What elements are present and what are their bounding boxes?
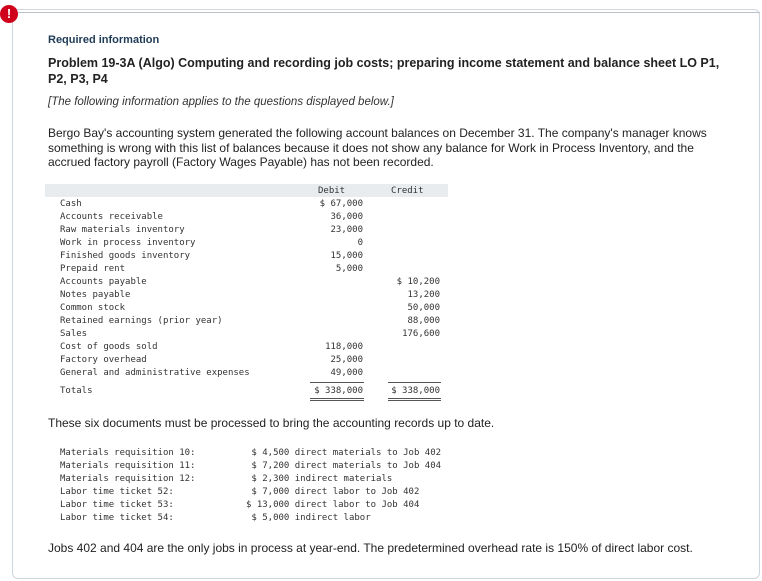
table-row bbox=[60, 329, 450, 342]
document-description: $ 5,000 indirect labor bbox=[246, 513, 371, 523]
totals-debit: $ 338,000 bbox=[314, 386, 363, 396]
debit-value: 15,000 bbox=[330, 251, 363, 261]
debit-value: $ 67,000 bbox=[319, 199, 363, 209]
intro-paragraph: Bergo Bay's accounting system generated the following account balances on December 31. The company's manager knows something is wrong with this list of balances because it does not show any balance for Work in Process Inventory, and the accrued factory payroll (Factory Wages Payable) has not been recorded. bbox=[48, 126, 707, 169]
document-description: $ 4,500 direct materials to Job 402 bbox=[246, 448, 442, 458]
credit-double-rule-2 bbox=[388, 400, 441, 401]
debit-value: 0 bbox=[357, 238, 363, 248]
list-item bbox=[60, 513, 480, 526]
debit-value: 36,000 bbox=[330, 212, 363, 222]
credit-header: Credit bbox=[391, 186, 424, 196]
table-row bbox=[60, 199, 450, 212]
document-label: Materials requisition 10: bbox=[60, 448, 196, 458]
table-row bbox=[60, 238, 450, 251]
document-label: Labor time ticket 52: bbox=[60, 487, 174, 497]
table-row bbox=[60, 277, 450, 290]
account-name: Common stock bbox=[60, 303, 126, 313]
debit-double-rule-2 bbox=[310, 400, 364, 401]
table-row bbox=[60, 225, 450, 238]
document-description: $ 7,000 direct labor to Job 402 bbox=[246, 487, 420, 497]
credit-value: 13,200 bbox=[407, 290, 440, 300]
credit-value: 176,600 bbox=[402, 329, 440, 339]
debit-value: 118,000 bbox=[325, 342, 363, 352]
document-label: Materials requisition 11: bbox=[60, 461, 196, 471]
table-row bbox=[60, 368, 450, 381]
debit-double-rule-1 bbox=[310, 398, 364, 399]
document-description: $ 7,200 direct materials to Job 404 bbox=[246, 461, 442, 471]
account-name: Factory overhead bbox=[60, 355, 147, 365]
account-name: Prepaid rent bbox=[60, 264, 126, 274]
header-divider bbox=[18, 12, 760, 13]
table-row bbox=[60, 355, 450, 368]
info-note: [The following information applies to the questions displayed below.] bbox=[48, 96, 394, 108]
table-row bbox=[60, 251, 450, 264]
account-name: Cost of goods sold bbox=[60, 342, 158, 352]
account-name: Notes payable bbox=[60, 290, 131, 300]
debit-header: Debit bbox=[318, 186, 346, 196]
credit-value: 50,000 bbox=[407, 303, 440, 313]
document-label: Materials requisition 12: bbox=[60, 474, 196, 484]
document-description: $ 2,300 indirect materials bbox=[246, 474, 393, 484]
list-item bbox=[60, 474, 480, 487]
account-name: Accounts receivable bbox=[60, 212, 163, 222]
table-header-bar bbox=[45, 184, 448, 197]
table-row bbox=[60, 342, 450, 355]
table-row bbox=[60, 290, 450, 303]
table-row bbox=[60, 303, 450, 316]
totals-credit: $ 338,000 bbox=[391, 386, 440, 396]
account-name: General and administrative expenses bbox=[60, 368, 250, 378]
documents-intro: These six documents must be processed to bring the accounting records up to date. bbox=[48, 416, 495, 430]
credit-value: $ 10,200 bbox=[396, 277, 440, 287]
document-label: Labor time ticket 53: bbox=[60, 500, 174, 510]
debit-value: 25,000 bbox=[330, 355, 363, 365]
list-item bbox=[60, 461, 480, 474]
footer-note: Jobs 402 and 404 are the only jobs in process at year-end. The predetermined overhead rate is 150% of direct labor cost. bbox=[48, 541, 693, 555]
debit-value: 49,000 bbox=[330, 368, 363, 378]
debit-value: 23,000 bbox=[330, 225, 363, 235]
problem-title: Problem 19-3A (Algo) Computing and recording job costs; preparing income statement and balance sheet LO P1, P2, P3, P4 bbox=[48, 56, 720, 86]
account-name: Sales bbox=[60, 329, 88, 339]
account-name: Cash bbox=[60, 199, 82, 209]
alert-icon: ! bbox=[0, 5, 18, 23]
table-row bbox=[60, 316, 450, 329]
list-item bbox=[60, 487, 480, 500]
account-name: Retained earnings (prior year) bbox=[60, 316, 223, 326]
totals-label: Totals bbox=[60, 386, 93, 396]
credit-value: 88,000 bbox=[407, 316, 440, 326]
account-name: Work in process inventory bbox=[60, 238, 196, 248]
debit-total-rule bbox=[310, 382, 364, 383]
document-description: $ 13,000 direct labor to Job 404 bbox=[246, 500, 420, 510]
credit-double-rule-1 bbox=[388, 398, 441, 399]
debit-value: 5,000 bbox=[335, 264, 363, 274]
account-name: Raw materials inventory bbox=[60, 225, 185, 235]
account-name: Finished goods inventory bbox=[60, 251, 191, 261]
account-name: Accounts payable bbox=[60, 277, 147, 287]
table-row bbox=[60, 264, 450, 277]
list-item bbox=[60, 448, 480, 461]
required-info-heading: Required information bbox=[48, 34, 160, 46]
list-item bbox=[60, 500, 480, 513]
table-row bbox=[60, 212, 450, 225]
document-label: Labor time ticket 54: bbox=[60, 513, 174, 523]
credit-total-rule bbox=[388, 382, 441, 383]
